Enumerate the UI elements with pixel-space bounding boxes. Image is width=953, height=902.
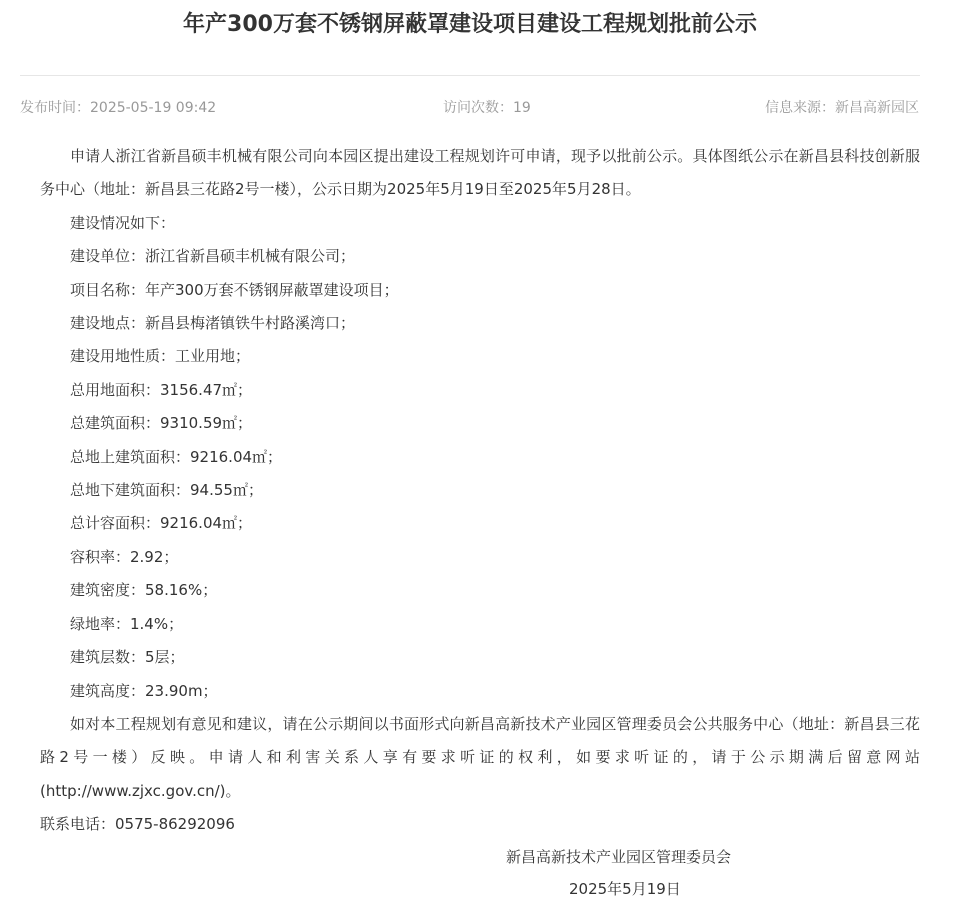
building-floors: 建筑层数：5层；	[70, 648, 185, 667]
project-name: 项目名称：年产300万套不锈钢屏蔽罩建设项目；	[70, 280, 399, 299]
building-density: 建筑密度：58.16%；	[70, 581, 218, 600]
underground-area: 总地下建筑面积：94.55㎡；	[70, 481, 263, 500]
floor-area-counted: 总计容面积：9216.04㎡；	[70, 514, 253, 533]
article-title: 年产300万套不锈钢屏蔽罩建设项目建设工程规划批前公示	[183, 12, 757, 37]
signature-organization: 新昌高新技术产业园区管理委员会	[506, 848, 732, 866]
construction-location: 建设地点：新昌县梅渚镇铁牛村路溪湾口；	[70, 314, 356, 333]
intro-paragraph: 申请人浙江省新昌硕丰机械有限公司向本园区提出建设工程规划许可申请，现予以批前公示。具体图纸公示在新昌县科技创新服务中心（地址：新昌县三花路2号一楼），公示日期为2025年5月19日至2025年5月28日。	[40, 147, 920, 199]
info-source: 信息来源：新昌高新园区	[765, 100, 919, 116]
total-building-area: 总建筑面积：9310.59㎡；	[70, 414, 253, 433]
above-ground-area: 总地上建筑面积：9216.04㎡；	[70, 447, 283, 466]
feedback-paragraph: 如对本工程规划有意见和建议，请在公示期间以书面形式向新昌高新技术产业园区管理委员会公共服务中心（地址：新昌县三花路2号一楼）反映。申请人和利害关系人享有要求听证的权利，如要求听证的，请于公示期满后留意网站(http://www.zjxc.gov.cn/)。	[40, 714, 920, 800]
construction-unit: 建设单位：浙江省新昌硕丰机械有限公司；	[70, 247, 356, 266]
building-height: 建筑高度：23.90m；	[70, 681, 218, 700]
publish-time: 发布时间：2025-05-19 09:42	[20, 100, 217, 116]
signature-date: 2025年5月19日	[569, 880, 681, 898]
plot-ratio: 容积率：2.92；	[70, 547, 179, 566]
construction-overview-heading: 建设情况如下：	[70, 213, 176, 232]
visit-count: 访问次数：19	[443, 100, 531, 116]
total-land-area: 总用地面积：3156.47㎡；	[70, 380, 253, 399]
green-ratio: 绿地率：1.4%；	[70, 614, 184, 633]
contact-phone: 联系电话：0575-86292096	[40, 815, 235, 834]
land-use-type: 建设用地性质：工业用地；	[70, 347, 251, 366]
title-divider	[20, 75, 920, 76]
article-body	[40, 140, 920, 842]
